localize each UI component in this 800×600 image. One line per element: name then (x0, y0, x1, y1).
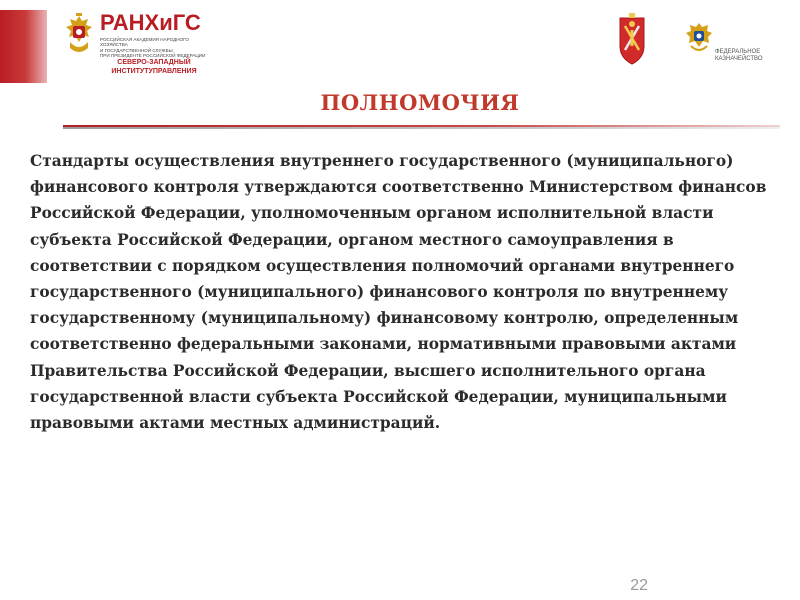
header-red-bar (0, 10, 47, 83)
ranepa-logo (62, 10, 207, 82)
treasury-label: ФЕДЕРАЛЬНОЕ КАЗНАЧЕЙСТВО (715, 49, 763, 62)
page-number: 22 (630, 577, 648, 594)
logo-subtitle: РОССИЙСКАЯ АКАДЕМИЯ НАРОДНОГО ХОЗЯЙСТВА И ГОСУДАРСТВЕННОЙ СЛУЖБЫ ПРИ ПРЕЗИДЕНТЕ РОССИЙСКОЙ ФЕДЕРАЦИИ (100, 37, 206, 58)
logo-brand: РАНХиГС (100, 10, 201, 35)
treasury-emblem-icon (684, 20, 714, 56)
eagle-emblem-icon (62, 12, 96, 56)
slide-body-text: Стандарты осуществления внутреннего государственного (муниципального) финансового контроля утверждаются соответственно Министерством финансов Российской Федерации, уполномоченным органом исполнительной власти субъекта Российской Федерации, органом местного самоуправления в соответствии с порядком осуществления полномочий органами внутреннего государственного (муниципального) финансового контроля по внутреннему государственному (муниципальному) финансовому контролю, определенным соответственно федеральными законами, нормативными правовыми актами Правительства Российской Федерации, высшего исполнительного органа государственной власти субъекта Российской Федерации, муниципальными правовыми актами местных администраций. (30, 152, 767, 433)
spb-coat-of-arms-icon (617, 12, 647, 68)
title-divider-shadow (63, 127, 780, 129)
slide-title: ПОЛНОМОЧИЯ (320, 90, 520, 115)
logo-institute: СЕВЕРО-ЗАПАДНЫЙ ИНСТИТУТУПРАВЛЕНИЯ (111, 59, 197, 75)
